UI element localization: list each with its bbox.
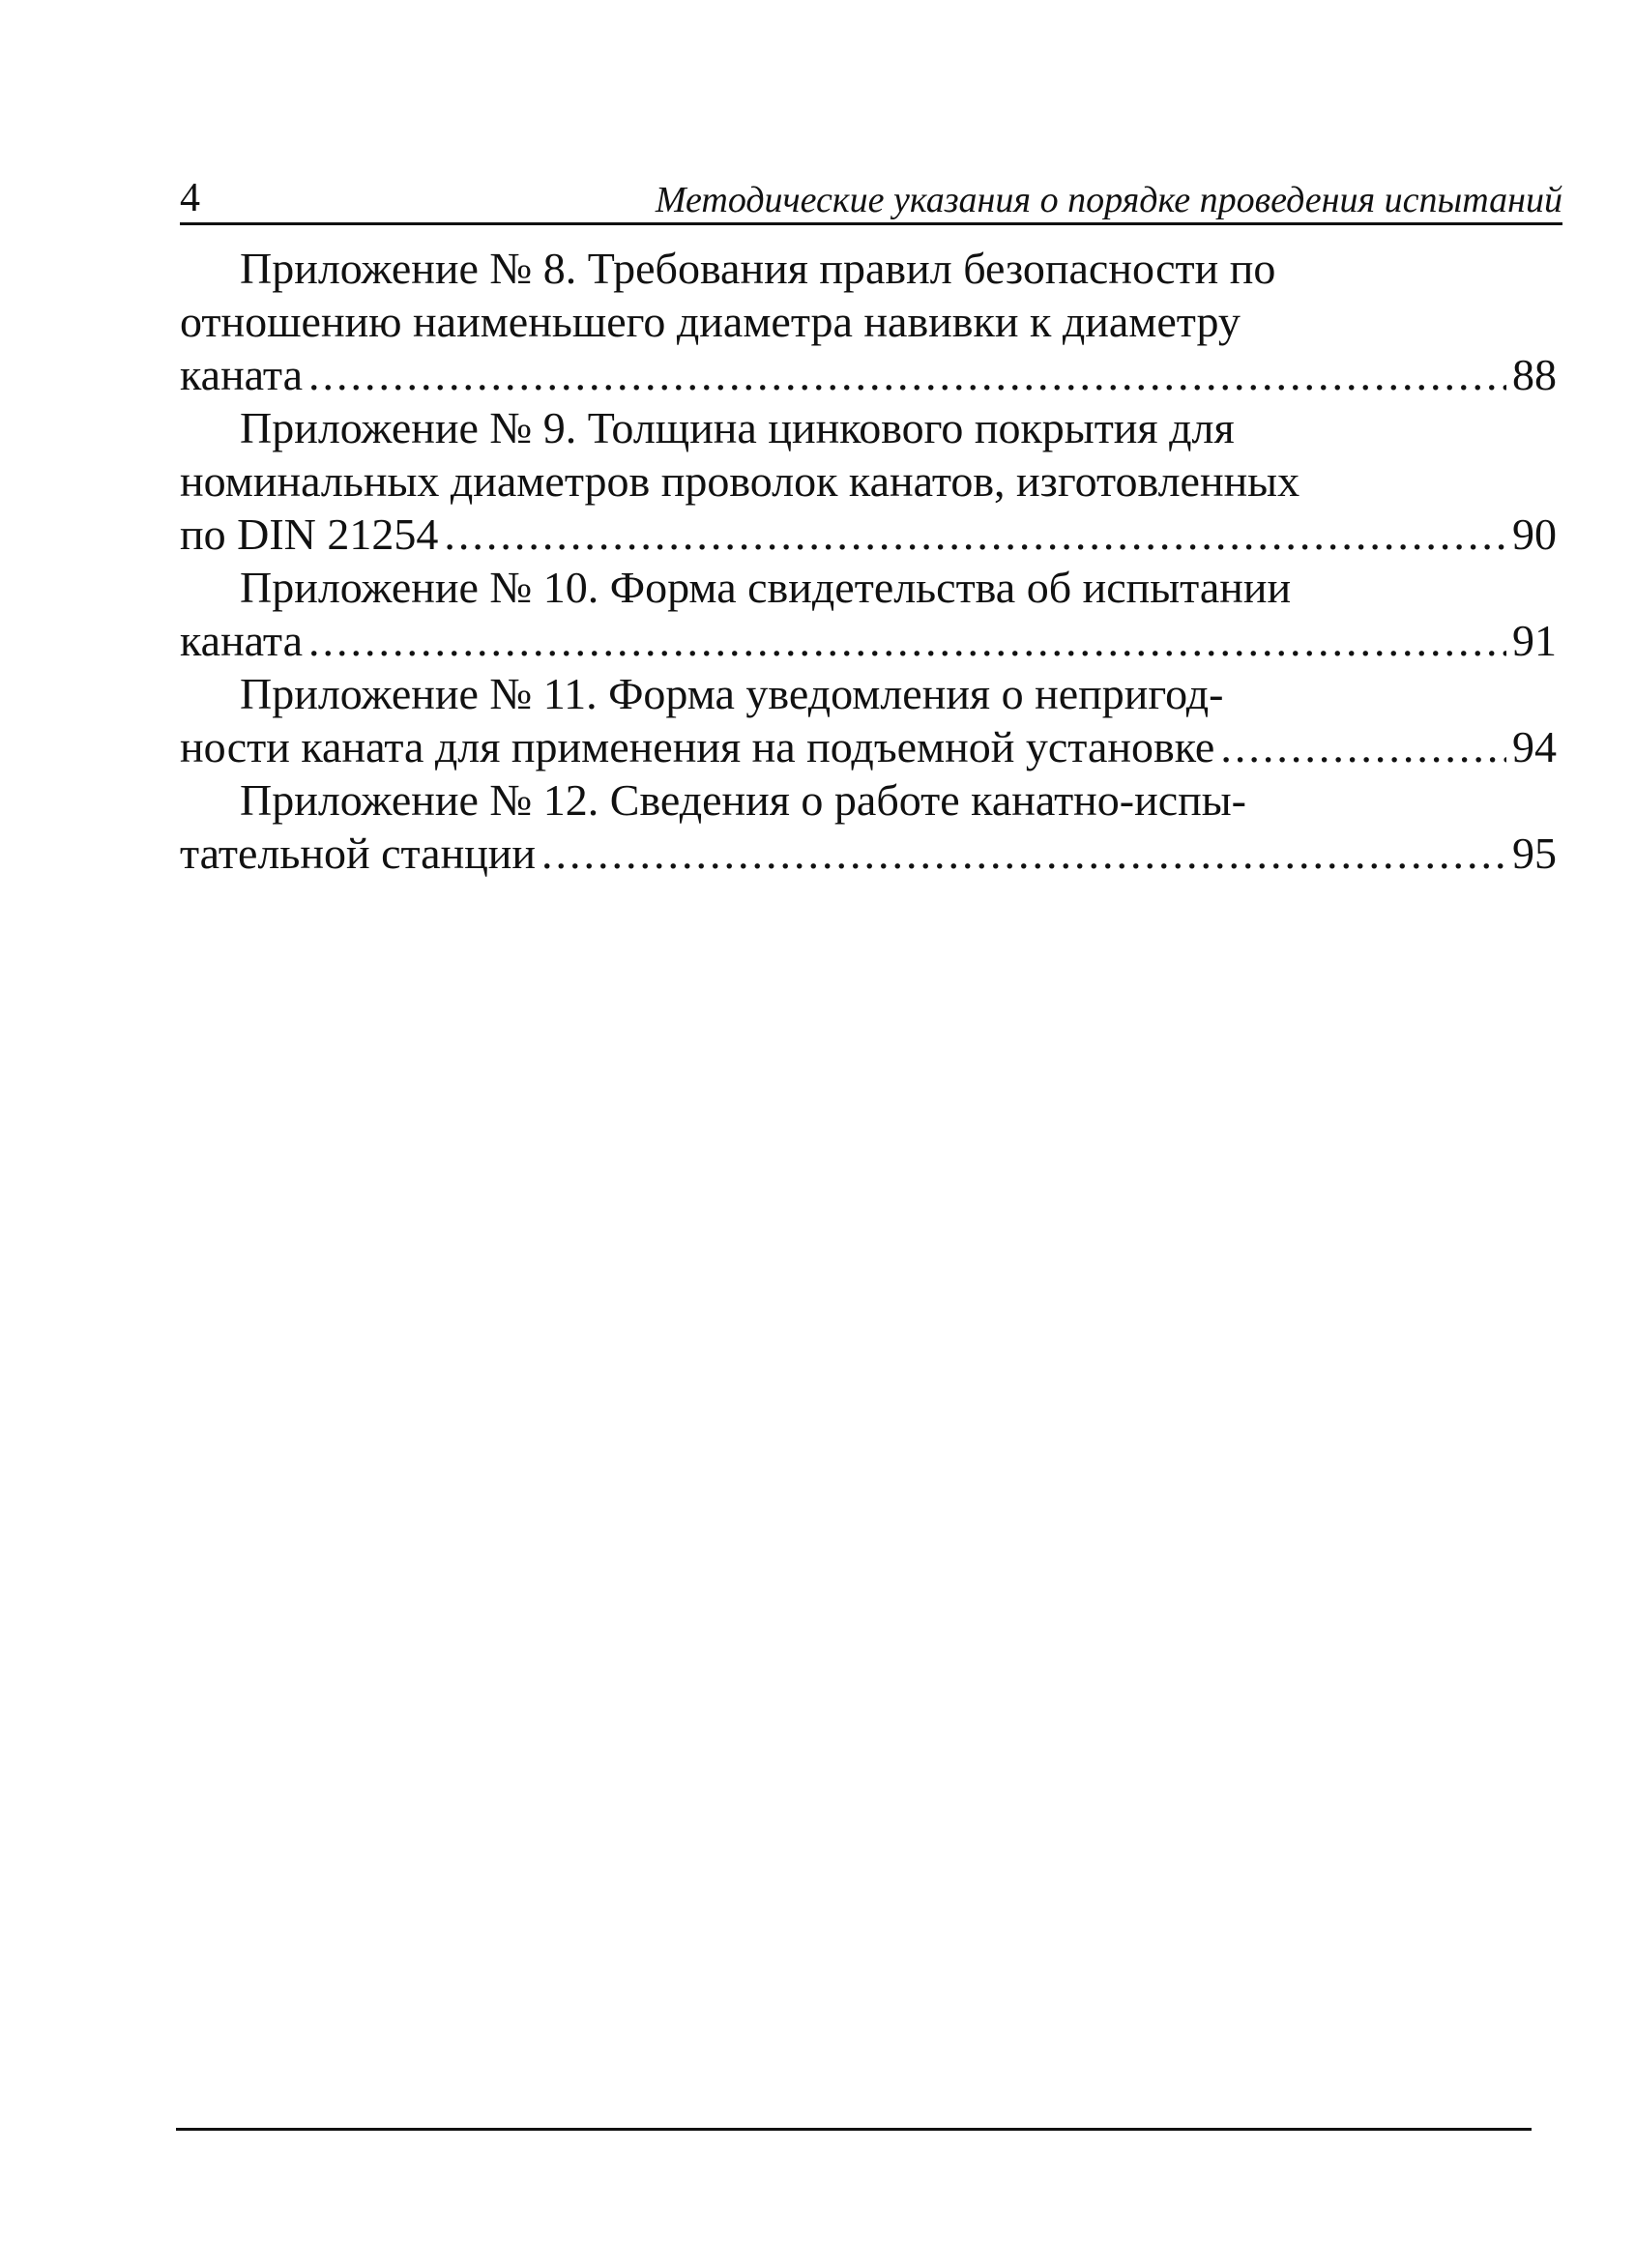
toc-entry [180, 667, 1557, 773]
dot-leader [444, 508, 1506, 561]
toc-entry-line [180, 614, 1557, 667]
toc-entry-line: отношению наименьшего диаметра навивки к диаметру [180, 297, 1241, 346]
dot-leader [308, 348, 1506, 401]
toc-entry-line: Приложение № 9. Толщина цинкового покрытия для [240, 403, 1235, 452]
running-title: Методические указания о порядке проведения испытаний [655, 180, 1562, 220]
dot-leader [1220, 720, 1506, 773]
toc-page-number: 95 [1512, 829, 1557, 878]
toc-entry-line [180, 720, 1557, 773]
toc-entry-text: тательной станции [180, 829, 537, 878]
toc-entry-line: Приложение № 12. Сведения о работе канатно-испы- [240, 775, 1246, 825]
toc-entry-line [180, 508, 1557, 561]
toc-entry-text: по DIN 21254 [180, 509, 439, 559]
toc-entry-line: Приложение № 10. Форма свидетельства об испытании [240, 563, 1292, 612]
dot-leader [308, 614, 1506, 667]
toc-page-number: 90 [1512, 509, 1557, 559]
toc-page-number: 91 [1512, 616, 1557, 665]
toc-entry-line [180, 827, 1557, 880]
table-of-contents [180, 242, 1557, 880]
toc-page-number: 94 [1512, 722, 1557, 771]
running-header [180, 172, 1562, 225]
footer-rule [176, 2128, 1532, 2131]
dot-leader [541, 827, 1506, 880]
page-number: 4 [180, 176, 200, 220]
toc-entry-text: ности каната для применения на подъемной установке [180, 722, 1215, 771]
toc-entry-line: номинальных диаметров проволок канатов, изготовленных [180, 456, 1300, 506]
toc-entry [180, 773, 1557, 880]
toc-entry-line: Приложение № 8. Требования правил безопасности по [240, 244, 1276, 293]
toc-entry [180, 401, 1557, 561]
toc-entry-line: Приложение № 11. Форма уведомления о непригод- [240, 669, 1224, 718]
toc-entry [180, 561, 1557, 667]
toc-page-number: 88 [1512, 350, 1557, 399]
toc-entry-line [180, 348, 1557, 401]
toc-entry-text: каната [180, 616, 303, 665]
toc-entry-text: каната [180, 350, 303, 399]
toc-entry [180, 242, 1557, 401]
